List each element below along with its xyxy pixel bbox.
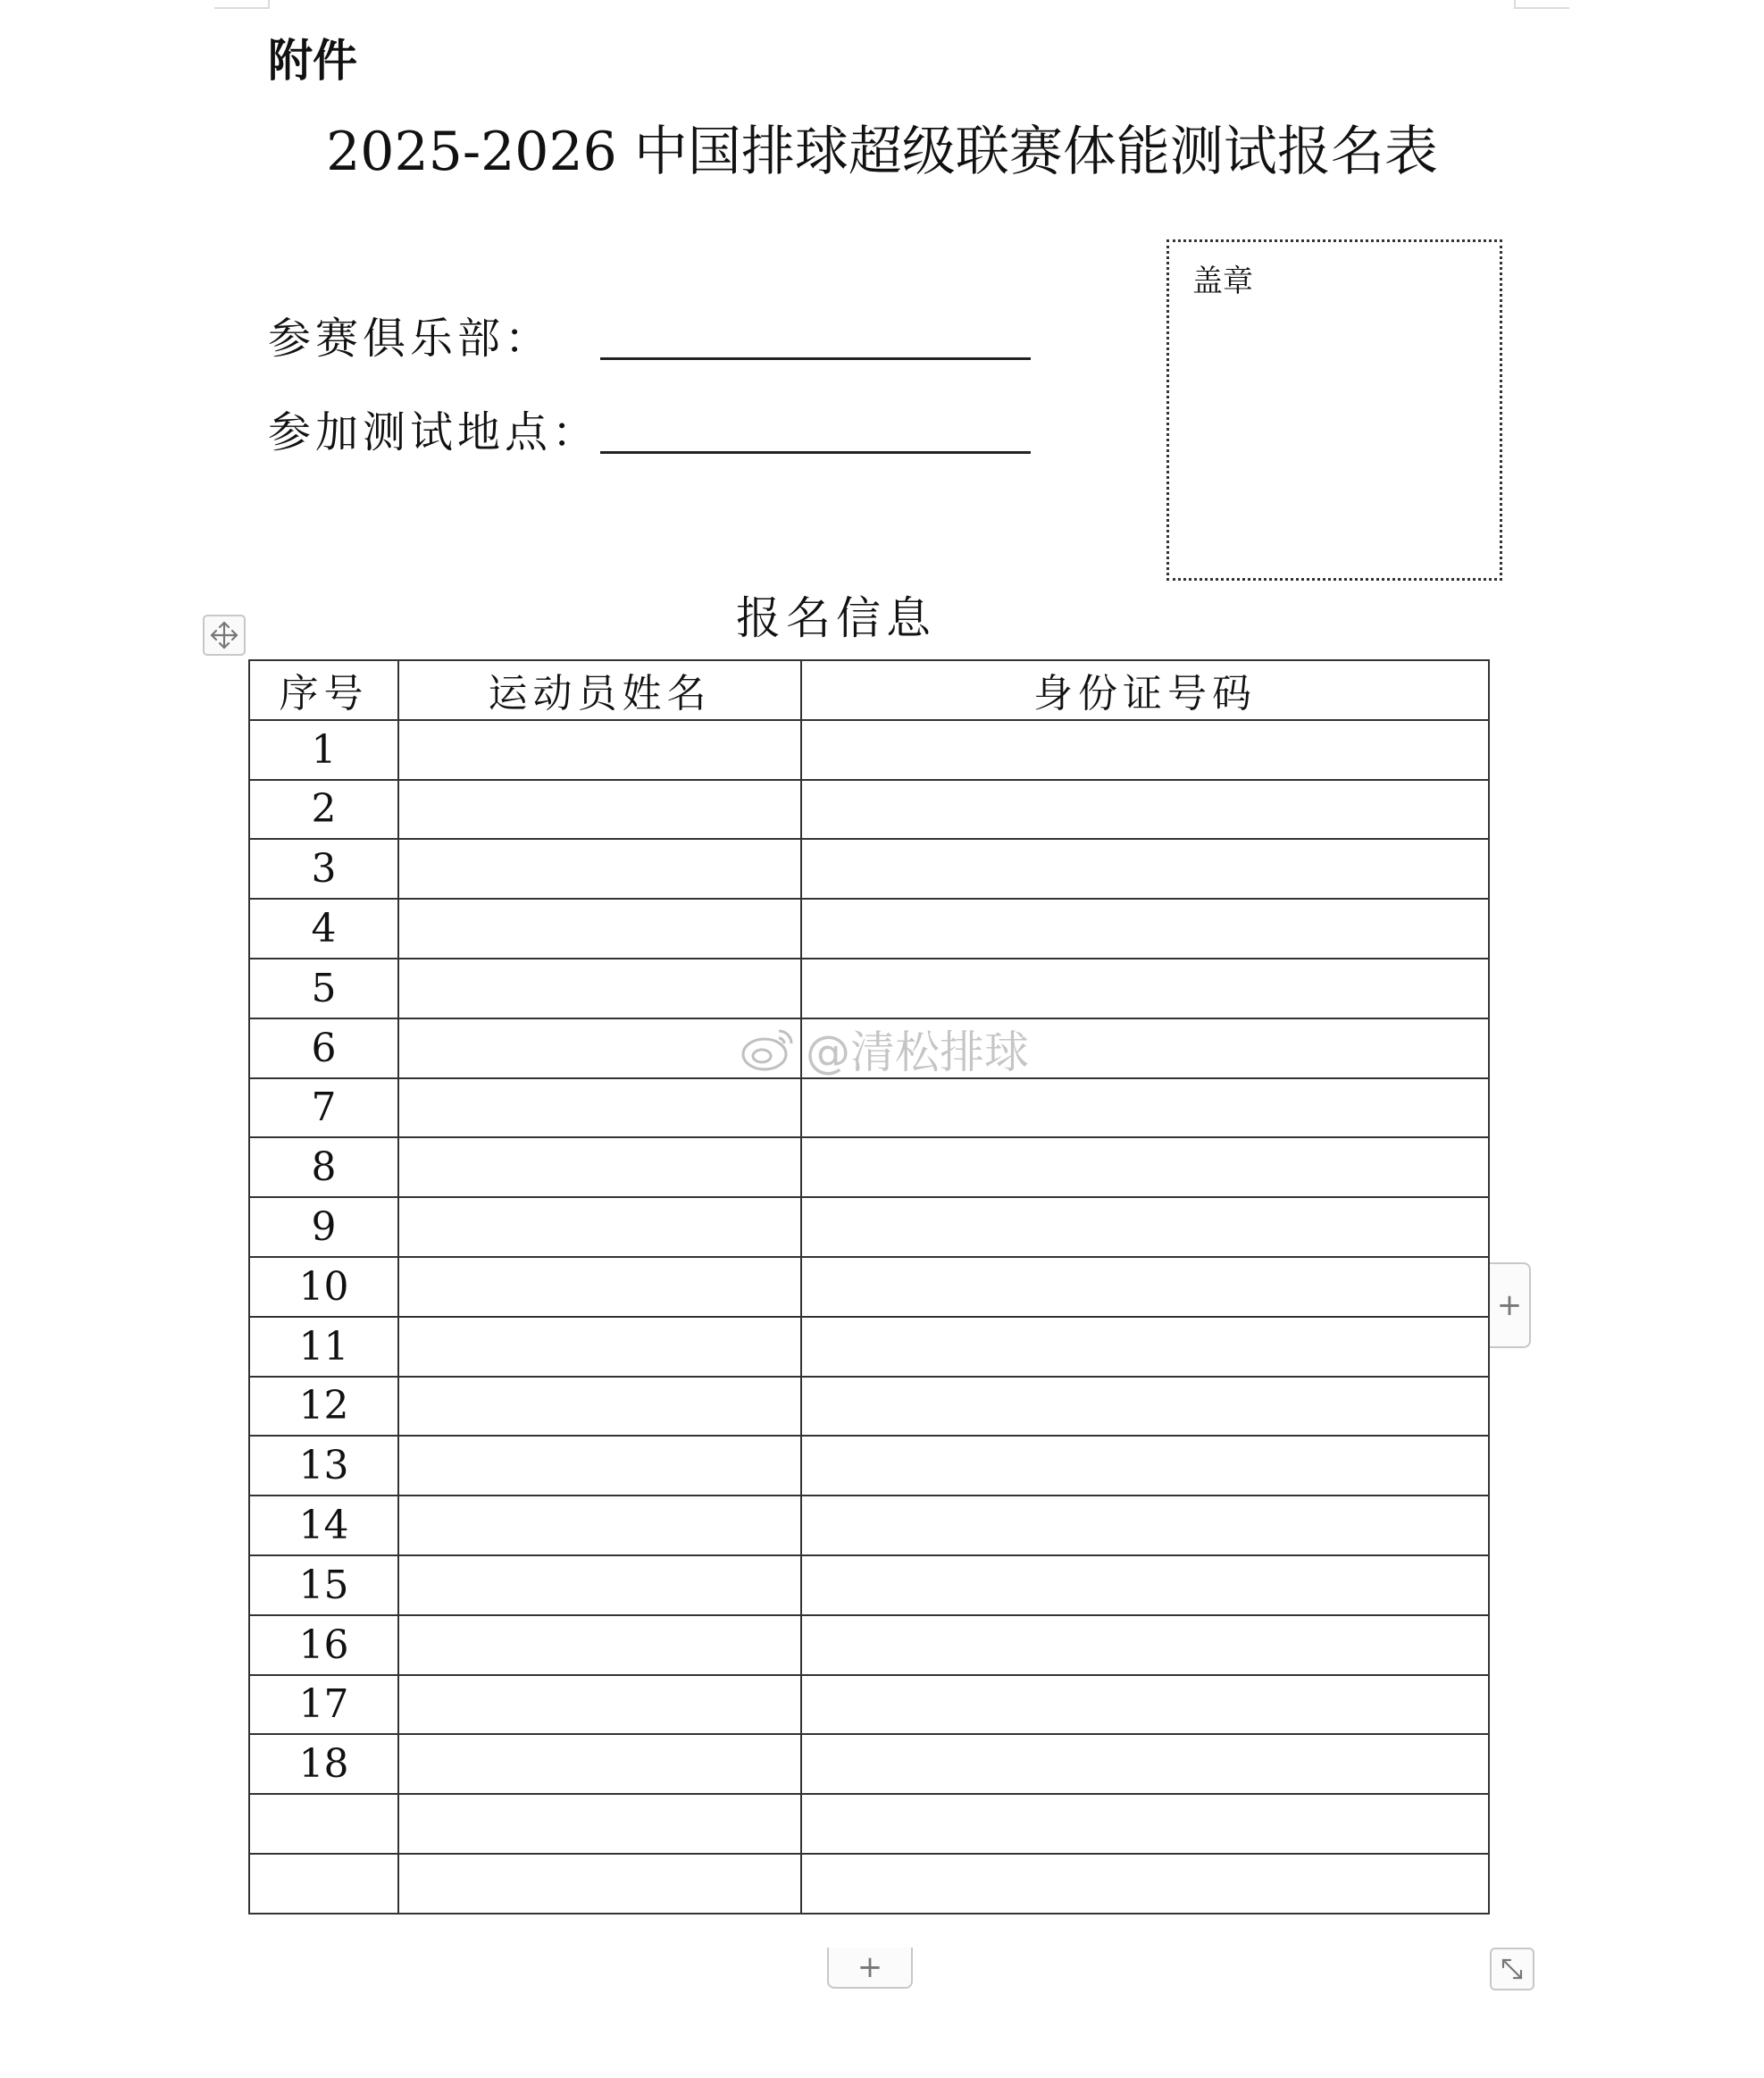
table-row (249, 1317, 1489, 1377)
id-number-cell[interactable] (801, 1555, 1489, 1615)
table-row (249, 1675, 1489, 1735)
registration-table (248, 659, 1490, 1915)
row-index: 7 (249, 1078, 398, 1138)
table-move-handle[interactable] (203, 615, 246, 656)
club-input-line[interactable] (600, 357, 1031, 360)
add-column-button[interactable] (1490, 1262, 1531, 1348)
table-row (249, 1197, 1489, 1257)
id-number-cell[interactable] (801, 1257, 1489, 1317)
table-row (249, 1615, 1489, 1675)
id-number-cell[interactable] (801, 839, 1489, 899)
page-corner-right (1514, 0, 1569, 9)
row-index: 12 (249, 1377, 398, 1437)
id-number-cell[interactable] (801, 959, 1489, 1018)
move-arrows-icon (209, 620, 239, 650)
athlete-name-cell[interactable] (398, 839, 801, 899)
id-number-cell[interactable] (801, 720, 1489, 780)
athlete-name-cell[interactable] (398, 959, 801, 1018)
id-number-cell[interactable] (801, 1137, 1489, 1197)
athlete-name-cell[interactable] (398, 1317, 801, 1377)
table-row (249, 1377, 1489, 1437)
site-input-line[interactable] (600, 451, 1031, 454)
table-row (249, 1854, 1489, 1914)
stamp-label: 盖章 (1192, 264, 1253, 299)
row-index: 13 (249, 1436, 398, 1496)
athlete-name-cell[interactable] (398, 1137, 801, 1197)
row-index (249, 1794, 398, 1854)
athlete-name-cell[interactable] (398, 1794, 801, 1854)
attachment-label: 附件 (268, 35, 357, 87)
id-number-cell[interactable] (801, 1675, 1489, 1735)
row-index (249, 1854, 398, 1914)
stamp-box (1166, 239, 1502, 581)
table-row (249, 1734, 1489, 1794)
table-row (249, 1555, 1489, 1615)
id-number-cell[interactable] (801, 1615, 1489, 1675)
id-number-cell[interactable] (801, 1317, 1489, 1377)
resize-icon (1499, 1956, 1526, 1982)
table-row (249, 1794, 1489, 1854)
id-number-cell[interactable] (801, 1197, 1489, 1257)
athlete-name-cell[interactable] (398, 720, 801, 780)
row-index: 1 (249, 720, 398, 780)
header-athlete-name: 运动员姓名 (398, 660, 801, 720)
id-number-cell[interactable] (801, 1377, 1489, 1437)
row-index: 15 (249, 1555, 398, 1615)
site-label: 参加测试地点： (268, 407, 600, 457)
club-label: 参赛俱乐部： (268, 314, 553, 364)
athlete-name-cell[interactable] (398, 1615, 801, 1675)
table-header-row (249, 660, 1489, 720)
section-title: 报名信息 (736, 592, 936, 644)
row-index: 8 (249, 1137, 398, 1197)
athlete-name-cell[interactable] (398, 780, 801, 840)
table-row (249, 720, 1489, 780)
id-number-cell[interactable] (801, 1078, 1489, 1138)
athlete-name-cell[interactable] (398, 899, 801, 959)
athlete-name-cell[interactable] (398, 1197, 801, 1257)
row-index: 5 (249, 959, 398, 1018)
id-number-cell[interactable] (801, 1436, 1489, 1496)
table-row (249, 1078, 1489, 1138)
athlete-name-cell[interactable] (398, 1257, 801, 1317)
table-row (249, 1137, 1489, 1197)
id-number-cell[interactable] (801, 1734, 1489, 1794)
row-index: 3 (249, 839, 398, 899)
table-row (249, 839, 1489, 899)
row-index: 9 (249, 1197, 398, 1257)
header-index: 序号 (249, 660, 398, 720)
weibo-icon (740, 1024, 798, 1074)
watermark-text: @清松排球 (806, 1026, 1029, 1078)
table-resize-handle[interactable] (1490, 1948, 1534, 1990)
id-number-cell[interactable] (801, 1794, 1489, 1854)
table-row (249, 780, 1489, 840)
page-corner-left (214, 0, 270, 9)
watermark (740, 1017, 1029, 1081)
row-index: 6 (249, 1018, 398, 1078)
athlete-name-cell[interactable] (398, 1854, 801, 1914)
row-index: 18 (249, 1734, 398, 1794)
table-row (249, 1436, 1489, 1496)
id-number-cell[interactable] (801, 899, 1489, 959)
plus-icon: + (1496, 1287, 1523, 1323)
table-row (249, 1496, 1489, 1555)
row-index: 14 (249, 1496, 398, 1555)
add-row-button[interactable] (827, 1948, 913, 1989)
row-index: 17 (249, 1675, 398, 1735)
athlete-name-cell[interactable] (398, 1078, 801, 1138)
id-number-cell[interactable] (801, 1496, 1489, 1555)
table-row (249, 959, 1489, 1018)
row-index: 16 (249, 1615, 398, 1675)
table-row (249, 1257, 1489, 1317)
id-number-cell[interactable] (801, 780, 1489, 840)
table-row (249, 899, 1489, 959)
id-number-cell[interactable] (801, 1854, 1489, 1914)
row-index: 2 (249, 780, 398, 840)
athlete-name-cell[interactable] (398, 1555, 801, 1615)
athlete-name-cell[interactable] (398, 1377, 801, 1437)
plus-icon: + (857, 1949, 883, 1985)
header-id-number: 身份证号码 (801, 660, 1489, 720)
row-index: 11 (249, 1317, 398, 1377)
athlete-name-cell[interactable] (398, 1496, 801, 1555)
page-title: 2025-2026 中国排球超级联赛体能测试报名表 (326, 121, 1438, 183)
athlete-name-cell[interactable] (398, 1675, 801, 1735)
row-index: 10 (249, 1257, 398, 1317)
athlete-name-cell[interactable] (398, 1734, 801, 1794)
row-index: 4 (249, 899, 398, 959)
athlete-name-cell[interactable] (398, 1436, 801, 1496)
